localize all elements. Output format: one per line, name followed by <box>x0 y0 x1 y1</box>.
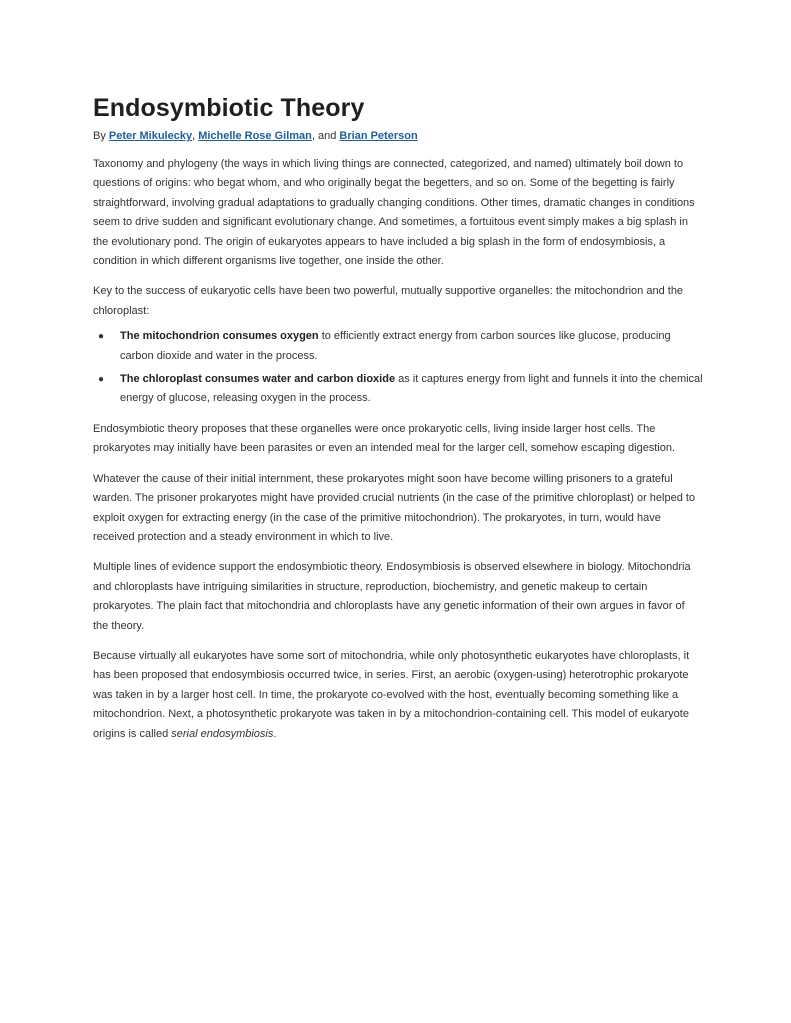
paragraph-evidence: Multiple lines of evidence support the endosymbiotic theory. Endosymbiosis is observed elsewhere in biology. Mitochondria and chloroplasts have intriguing similarities in structure, reproduction, biochemistry, and genetic makeup to certain prokaryotes. The plain fact that mitochondria and chloroplasts have any genetic information of their own argues in favor of the theory. <box>93 561 691 632</box>
page-title: Endosymbiotic Theory <box>93 94 365 122</box>
list-item <box>93 327 703 366</box>
paragraph-serial-end: . <box>273 727 277 740</box>
author-link-brian-peterson[interactable]: Brian Peterson <box>339 130 418 142</box>
author-link-michelle-rose-gilman[interactable]: Michelle Rose Gilman <box>198 130 312 142</box>
list-item-text: as it captures energy from light and funnels it into the chemical energy of glucose, releasing oxygen in the process. <box>120 373 703 405</box>
paragraph-serial-text: Because virtually all eukaryotes have some sort of mitochondria, while only photosynthetic eukaryotes have chloroplasts, it has been proposed that endosymbiosis occurred twice, in series. First, an aerobic (oxygen-using) heterotrophic prokaryote was taken in by a larger host cell. In time, the prokaryote co-evolved with the host, eventually becoming something like a mitochondrion. Next, a photosynthetic prokaryote was taken in by a mitochondrion-containing cell. This model of eukaryote origins is called <box>93 649 690 740</box>
author-link-peter-mikulecky[interactable]: Peter Mikulecky <box>108 130 193 142</box>
paragraph-organelles: Key to the success of eukaryotic cells have been two powerful, mutually supportive organelles: the mitochondrion and the chloroplast: <box>93 285 684 317</box>
byline-separator: , and <box>311 130 340 142</box>
organelle-list <box>93 327 703 409</box>
byline <box>93 128 703 144</box>
bullet-icon: ● <box>98 374 105 386</box>
byline-prefix: By <box>93 130 109 142</box>
paragraph-intro: Taxonomy and phylogeny (the ways in which living things are connected, categorized, and named) ultimately boil down to questions of origins: who begat whom, and who originally begat the begetters, and so on. Some of the begetting is fairly straightforward, involving gradual adaptations to gradually changing conditions. Other times, dramatic changes in conditions seem to drive sudden and significant evolutionary change. And sometimes, a fortuitous event simply makes a big splash in the evolutionary pond. The origin of eukaryotes appears to have included a big splash in the form of endosymbiosis, a condition in which different organisms live together, one inside the other. <box>93 158 695 268</box>
list-item <box>93 370 703 409</box>
article <box>93 92 703 744</box>
byline-separator: , <box>192 130 199 142</box>
list-item-text: to efficiently extract energy from carbon sources like glucose, producing carbon dioxide and water in the process. <box>120 330 671 362</box>
paragraph-serial <box>93 647 703 744</box>
bullet-icon: ● <box>98 331 105 343</box>
list-item-bold: The mitochondrion consumes oxygen <box>120 330 319 343</box>
list-item-bold: The chloroplast consumes water and carbon dioxide <box>120 373 396 386</box>
paragraph-theory: Endosymbiotic theory proposes that these organelles were once prokaryotic cells, living inside larger host cells. The prokaryotes may initially have been parasites or even an intended meal for the larger cell, somehow escaping digestion. <box>93 422 676 455</box>
term-serial-endosymbiosis: serial endosymbiosis <box>171 727 274 740</box>
paragraph-prisoners: Whatever the cause of their initial internment, these prokaryotes might soon have become willing prisoners to a grateful warden. The prisoner prokaryotes might have provided crucial nutrients (in the case of the primitive chloroplast) or helped to exploit oxygen for extracting energy (in the case of the primitive mitochondrion). The prokaryotes, in turn, would have received protection and a steady environment in which to live. <box>93 472 696 543</box>
